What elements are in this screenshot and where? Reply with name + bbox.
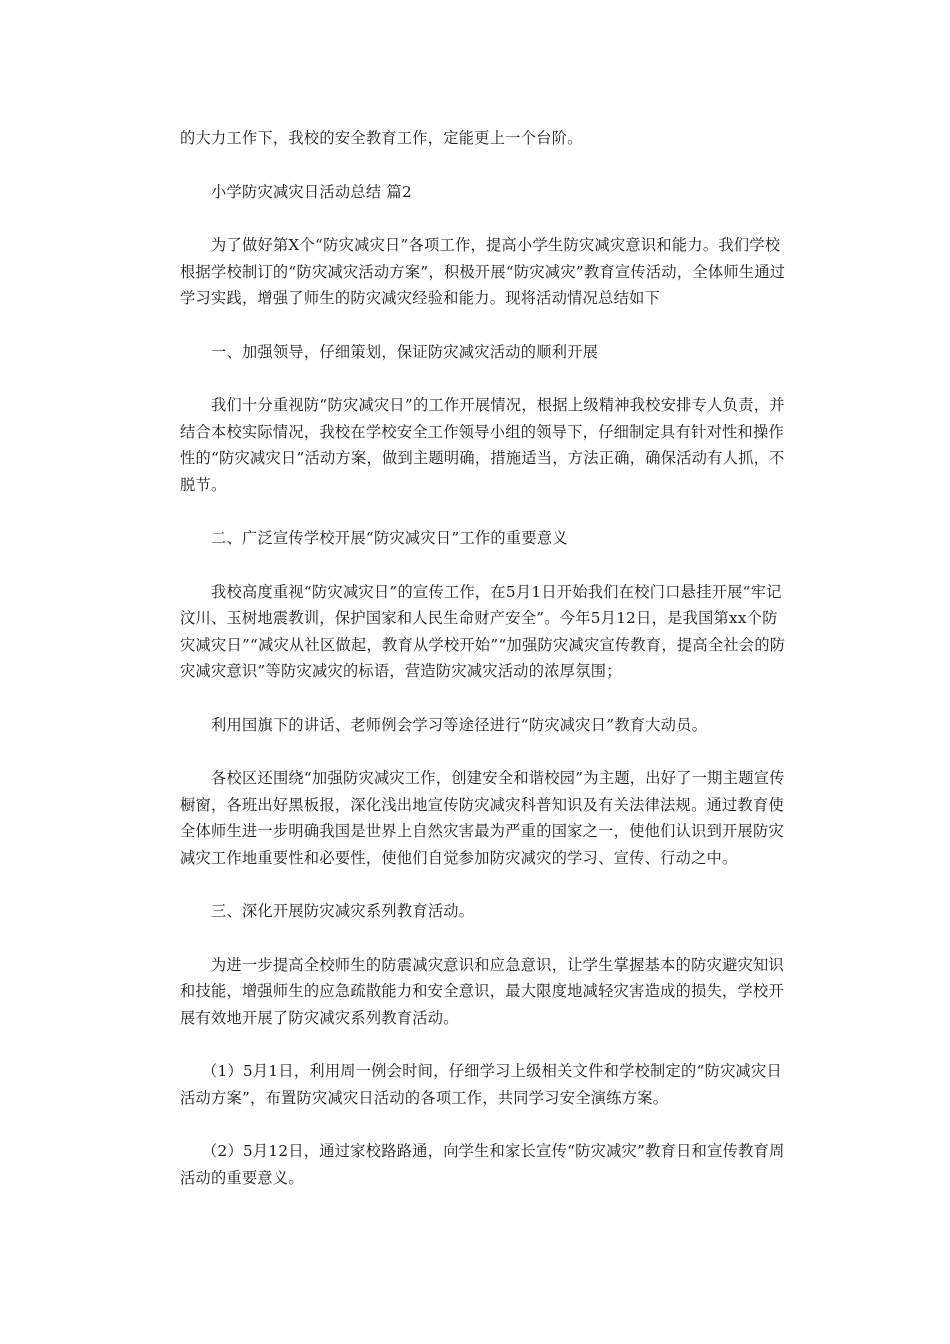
section-title: 小学防灾减灾日活动总结 篇2 bbox=[211, 182, 412, 201]
paragraph-publicity: 我校高度重视“防灾减灾日”的宣传工作，在5月1日开始我们在校门口悬挂开展“牢记汶川、玉树地震教训，保护国家和人民生命财产安全”。今年5月12日，是我国第xx个防灾减灾日”“减灾从社区做起，教育从学校开始”“加强防灾减灾宣传教育，提高全社会的防灾减灾意识”等防灾减灾的标语，营造防灾减灾活动的浓厚氛围； bbox=[180, 582, 786, 680]
document-page bbox=[180, 125, 790, 1218]
list-item-1: （1）5月1日，利用周一例会时间，仔细学习上级相关文件和学校制定的“防灾减灾日活动方案”，布置防灾减灾日活动的各项工作，共同学习安全演练方案。 bbox=[180, 1062, 783, 1107]
paragraph-activities: 为进一步提高全校师生的防震减灾意识和应急意识，让学生掌握基本的防灾避灾知识和技能，增强师生的应急疏散能力和安全意识，最大限度地减轻灾害造成的损失，学校开展有效地开展了防灾减灾系列教育活动。 bbox=[180, 955, 785, 1027]
heading-3: 三、深化开展防灾减灾系列教育活动。 bbox=[211, 902, 475, 920]
paragraph-mobilization: 利用国旗下的讲话、老师例会学习等途径进行“防灾减灾日”教育大动员。 bbox=[211, 715, 708, 734]
heading-2: 二、广泛宣传学校开展“防灾减灾日”工作的重要意义 bbox=[211, 529, 568, 547]
paragraph-continuation: 的大力工作下，我校的安全教育工作，定能更上一个台阶。 bbox=[180, 129, 583, 147]
paragraph-leadership: 我们十分重视防“防灾减灾日”的工作开展情况，根据上级精神我校安排专人负责，并结合本校实际情况，我校在学校安全工作领导小组的领导下，仔细制定具有针对性和操作性的“防灾减灾日”活动方案，做到主题明确，措施适当，方法正确，确保活动有人抓，不脱节。 bbox=[180, 396, 785, 494]
list-item-2: （2）5月12日，通过家校路路通，向学生和家长宣传“防灾减灾”教育日和宣传教育周活动的重要意义。 bbox=[180, 1142, 785, 1187]
paragraph-campus: 各校区还围绕“加强防灾减灾工作，创建安全和谐校园”为主题，出好了一期主题宣传橱窗，各班出好黑板报，深化浅出地宣传防灾减灾科普知识及有关法律法规。通过教育使全体师生进一步明确我国是世界上自然灾害最为严重的国家之一，使他们认识到开展防灾减灾工作地重要性和必要性，使他们自觉参加防灾减灾的学习、宣传、行动之中。 bbox=[180, 769, 785, 867]
paragraph-intro: 为了做好第X个“防灾减灾日”各项工作，提高小学生防灾减灾意识和能力。我们学校根据学校制订的“防灾减灾活动方案”，积极开展“防灾减灾”教育宣传活动，全体师生通过学习实践，增强了师生的防灾减灾经验和能力。现将活动情况总结如下 bbox=[180, 236, 786, 307]
heading-1: 一、加强领导，仔细策划，保证防灾减灾活动的顺利开展 bbox=[211, 342, 599, 361]
